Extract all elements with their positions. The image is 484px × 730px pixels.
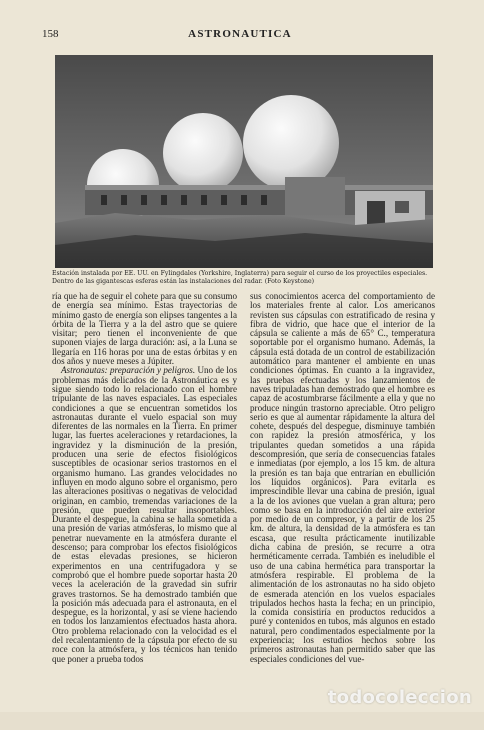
photo-caption [52, 270, 436, 286]
caption-line: Dentro de las gigantescas esferas están las instalaciones del radar. (Foto Keystone) [52, 278, 315, 285]
running-title: ASTRONAUTICA [188, 28, 292, 40]
radar-station-photo [55, 55, 433, 268]
paragraph: sus conocimientos acerca del comportamiento de los materiales frente al calor. Los americanos revisten sus cápsulas con estratificado de resina y fibra de vidrio, que hace que el interior de la cápsula se caliente a más de 65° C., temperatura soportable por el organismo humano. Además, la cápsula está dotada de un control de estabilización automático para mantener el ambiente en unas condiciones óptimas. En cuanto a la ingravidez, las pruebas efectuadas y los lanzamientos de naves tripuladas han demostrado que el hombre es capaz de acostumbrarse fácilmente a ella y que no produce ningún trastorno apreciable. Otro peligro serio es que al aumentar rápidamente la altura del cohete, después del despegue, disminuye también con rapidez la presión atmosférica, y los tripulantes quedan sometidos a una rápida descompresión, que sería de consecuencias fatales e inmediatas (por ejemplo, a los 15 km. de altura la presión es tan baja que entrarían en ebullición los líquidos orgánicos). Para evitarla es imprescindible llevar una cabina de presión, igual a la de los aviones que vuelan a gran altura; pero como se basa en la introducción del aire exterior por medio de un compresor, y a partir de los 25 km. de altura, la densidad de la atmósfera es tan escasa, que resulta prácticamente inutilizable dicha cabina de presión, se recurre a otra herméticamente cerrada. También es ineludible el uso de una cabina hermética para transportar la atmósfera respirable. El problema de la alimentación de los astronautas no ha sido objeto de esmerada atención en los vuelos espaciales tripulados hechos hasta la fecha; en un principio, la comida consistiría en productos reducidos a puré y contenidos en tubos, más algunos en estado natural, pero condimentados especialmente por la experiencia; los estudios hechos sobre los primeros astronautas han permitido saber que las especiales condiciones del vue- [250, 292, 435, 664]
radar-station-photo-icon [55, 55, 433, 268]
paragraph-text: Uno de los problemas más delicados de la Astronáutica es y sigue siendo todo lo relacionado con el hombre tripulante de las naves espaciales. Las especiales condiciones a que se encuentran sometidos los astronautas durante el vuelo espacial son muy diferentes de las normales en la Tierra. En primer lugar, las fuertes aceleraciones y retardaciones, la ingravidez y la disminución de la presión, producen una serie de efectos fisiológicos susceptibles de ocasionar serios trastornos en el organismo humano. Las grandes velocidades no influyen en modo alguno sobre el organismo, pero las alteraciones positivas o negativas de velocidad originan, en cambio, tremendas variaciones de la presión, que pueden resultar insoportables. Durante el despegue, la cabina se halla sometida a una presión de varias atmósferas, lo mismo que al penetrar nuevamente en la atmósfera durante el descenso; para comprobar los efectos fisiológicos de estas elevadas presiones, se hicieron experimentos en una centrifugadora y se comprobó que el hombre puede soportar hasta 20 veces la aceleración de la gravedad sin sufrir graves trastornos. Se ha demostrado también que la posición más adecuada para el astronauta, en el despegue, es la horizontal, y así se viene haciendo en todos los lanzamientos efectuados hasta ahora. Otro problema relacionado con la velocidad es el del recalentamiento de la cápsula por efecto de su roce con la atmósfera, y los técnicos han tenido que poner a prueba todos [52, 365, 237, 664]
paragraph [52, 366, 237, 664]
text-column-right [250, 292, 435, 710]
watermark: todocoleccion [327, 687, 472, 708]
caption-line: Estación instalada por EE. UU. en Fylingdales (Yorkshire, Inglaterra) para seguir el curso de los proyectiles especiales. [52, 270, 428, 277]
paragraph: ría que ha de seguir el cohete para que su consumo de energía sea mínimo. Estas trayectorias de mínimo gasto de energía son elipses tangentes a la órbita de la Tierra y a la del astro que se quiere visitar; pero tienen el inconveniente de que suponen viajes de larga duración: así, a la Luna se llegaría en 116 horas por una de estas órbitas y en dos años y nueve meses a Júpiter. [52, 292, 237, 367]
page-bottom-margin [0, 712, 484, 730]
page-number: 158 [42, 28, 59, 40]
page-header [42, 28, 438, 44]
section-label: Astronautas: preparación y peligros. [61, 365, 196, 376]
text-column-left [52, 292, 237, 710]
